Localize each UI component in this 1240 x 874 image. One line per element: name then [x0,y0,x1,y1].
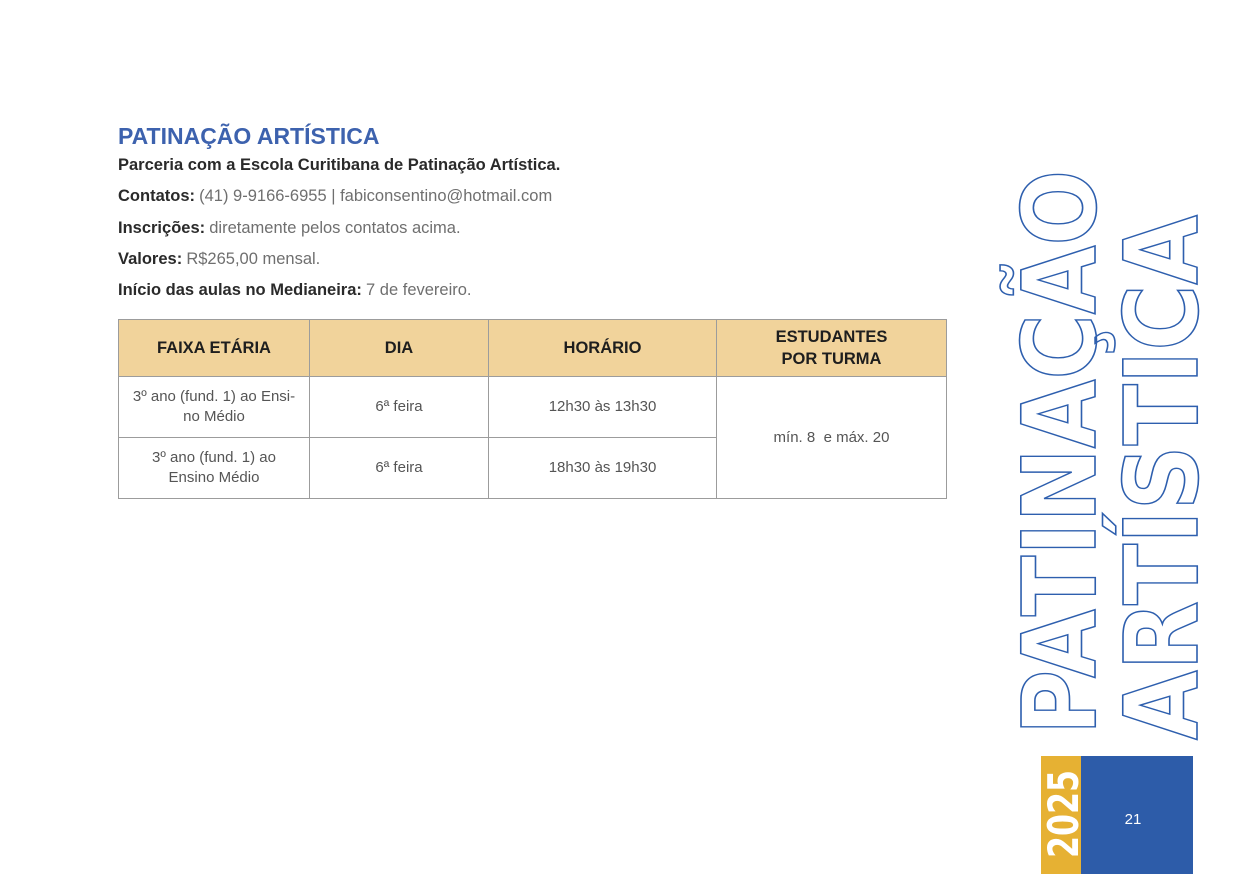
header-day: DIA [310,320,489,377]
price-label: Valores: [118,249,183,268]
detail-contacts [118,181,958,212]
contacts-label: Contatos: [118,187,195,206]
partnership-text: Parceria com a Escola Curitibana de Patinação Artística. [118,156,561,174]
start-date-value: 7 de fevereiro. [366,281,472,300]
registration-label: Inscrições: [118,218,206,237]
page-number: 21 [1124,811,1142,828]
start-date-label: Início das aulas no Medianeira: [118,281,362,300]
registration-value: diretamente pelos contatos acima. [209,218,461,237]
cell-age-range: 3º ano (fund. 1) ao Ensi- no Médio [119,377,310,438]
activity-info [118,150,958,306]
cell-day: 6ª feira [310,438,489,499]
header-age-range: FAIXA ETÁRIA [119,320,310,377]
year-label: 2025 [1039,741,1088,858]
section-title: PATINAÇÃO ARTÍSTICA [118,123,380,149]
detail-price [118,244,958,275]
detail-registration [118,213,958,244]
cell-day: 6ª feira [310,377,489,438]
side-title-line-2: ARTÍSTICA [1103,144,1222,740]
cell-time: 18h30 às 19h30 [489,438,717,499]
cell-students-per-class: mín. 8 e máx. 20 [717,377,947,499]
table-row [119,377,947,438]
cell-age-range: 3º ano (fund. 1) ao Ensino Médio [119,438,310,499]
year-strip [1041,756,1081,874]
detail-start-date [118,275,958,306]
header-time: HORÁRIO [489,320,717,377]
price-value: R$265,00 mensal. [186,249,321,268]
header-students: ESTUDANTES POR TURMA [717,320,947,377]
schedule-table [118,319,947,499]
side-title-line-1: PATINAÇÃO [1001,86,1120,735]
contacts-value: (41) 9-9166-6955 | fabiconsentino@hotmail.com [199,187,553,206]
page-number-box [1081,756,1193,874]
table-header-row [119,320,947,377]
cell-time: 12h30 às 13h30 [489,377,717,438]
